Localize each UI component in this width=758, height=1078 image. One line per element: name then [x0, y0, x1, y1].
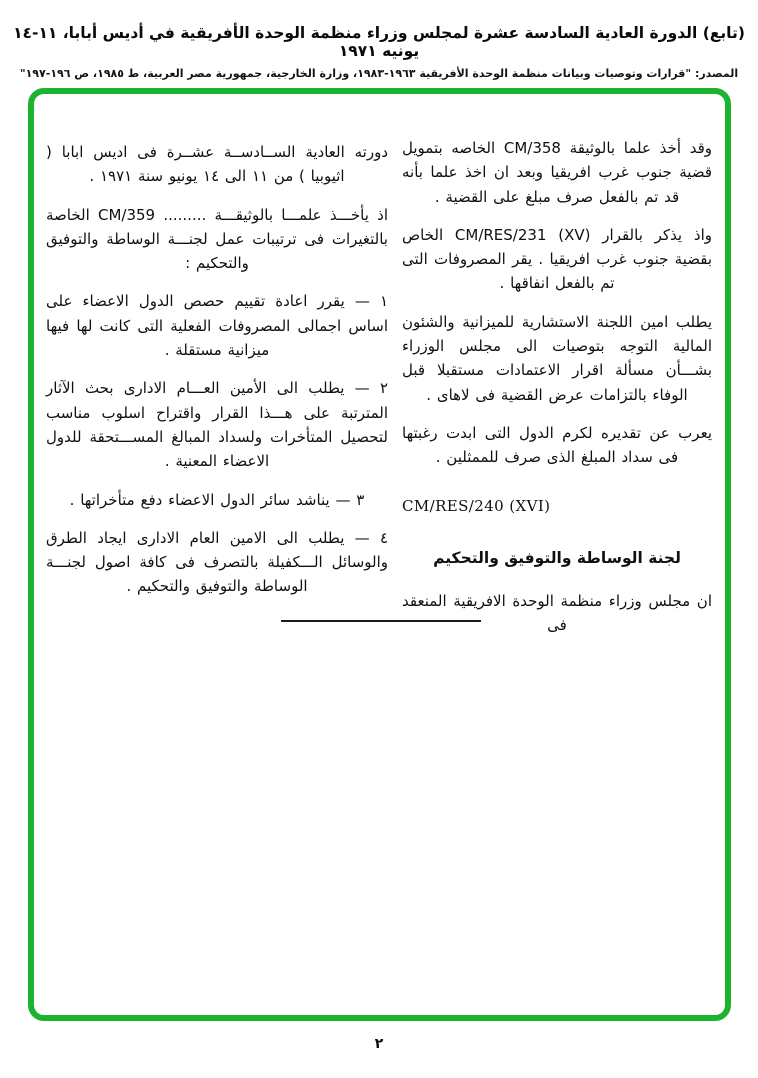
paragraph: ان مجلس وزراء منظمة الوحدة الافريقية المنعقد فى	[402, 591, 712, 635]
right-column	[402, 136, 712, 652]
paragraph: ٤ — يطلب الى الامين العام الادارى ايجاد الطرق والوسائل الـــكفيلة بالتصرف فى كافة اصول لجنـــة الوساطة والتوفيق والتحكيم .	[46, 528, 388, 596]
section-divider	[281, 620, 481, 622]
page-number: ٢	[374, 1036, 384, 1052]
paragraph: ٣ — يناشد سائر الدول الاعضاء دفع متأخراتها .	[69, 490, 365, 509]
left-column	[46, 140, 388, 613]
document-header	[0, 24, 758, 80]
content-frame	[28, 88, 731, 1021]
section-heading: لجنة الوساطة والتوفيق والتحكيم	[433, 548, 681, 567]
paragraph: ٢ — يطلب الى الأمين العـــام الادارى بحث الآثار المترتبة على هـــذا القرار واقتراح اسلوب مناسب لتحصيل المتأخرات ولسداد المبالغ المســـتحقة للدول الاعضاء المعنية .	[46, 379, 388, 471]
source-citation: المصدر: "قرارات وتوصيات وبيانات منظمة الوحدة الأفريقية ١٩٦٣-١٩٨٣، وزارة الخارجية، جمهورية مصر العربية، ط ١٩٨٥، ص ١٩٦-١٩٧"	[19, 67, 739, 80]
paragraph: يطلب امين اللجنة الاستشارية للميزانية والشئون المالية التوجه بتوصيات الى مجلس الوزراء بشـــأن مسألة اقرار الاعتمادات مستقبلا قبل الوفاء بالتزامات عرض القضية فى لاهاى .	[402, 312, 712, 404]
page-title: (تابع) الدورة العادية السادسة عشرة لمجلس وزراء منظمة الوحدة الأفريقية في أديس أبابا، ١١-١٤ يونيه ١٩٧١	[13, 24, 745, 60]
paragraph: ١ — يقرر اعادة تقييم حصص الدول الاعضاء على اساس اجمالى المصروفات الفعلية التى كانت لها فيها ميزانية مستقلة .	[46, 292, 388, 360]
paragraph: يعرب عن تقديره لكرم الدول التى ابدت رغبتها فى سداد المبلغ الذى صرف للممثلين .	[402, 423, 712, 467]
paragraph: اذ يأخـــذ علمـــا بالوثيقـــة ......... CM/359 الخاصة بالتغيرات فى ترتيبات عمل لجنـــة الوساطة والتوفيق والتحكيم :	[46, 205, 388, 273]
resolution-reference: CM/RES/240 (XVI)	[402, 496, 551, 515]
paragraph: دورته العادية الســادســة عشــرة فى اديس ابابا ( اثيوبيا ) من ١١ الى ١٤ يونيو سنة ١٩٧١ .	[46, 143, 388, 186]
paragraph: واذ يذكر بالقرار CM/RES/231 (XV) الخاص بقضية جنوب غرب افريقيا . يقر المصروفات التى تم بالفعل انفاقها .	[402, 225, 712, 293]
paragraph: وقد أخذ علما بالوثيقة CM/358 الخاصه بتمويل قضية جنوب غرب افريقيا وبعد ان اخذ علما بأنه قد تم بالفعل صرف مبلغ على القضية .	[402, 139, 712, 206]
